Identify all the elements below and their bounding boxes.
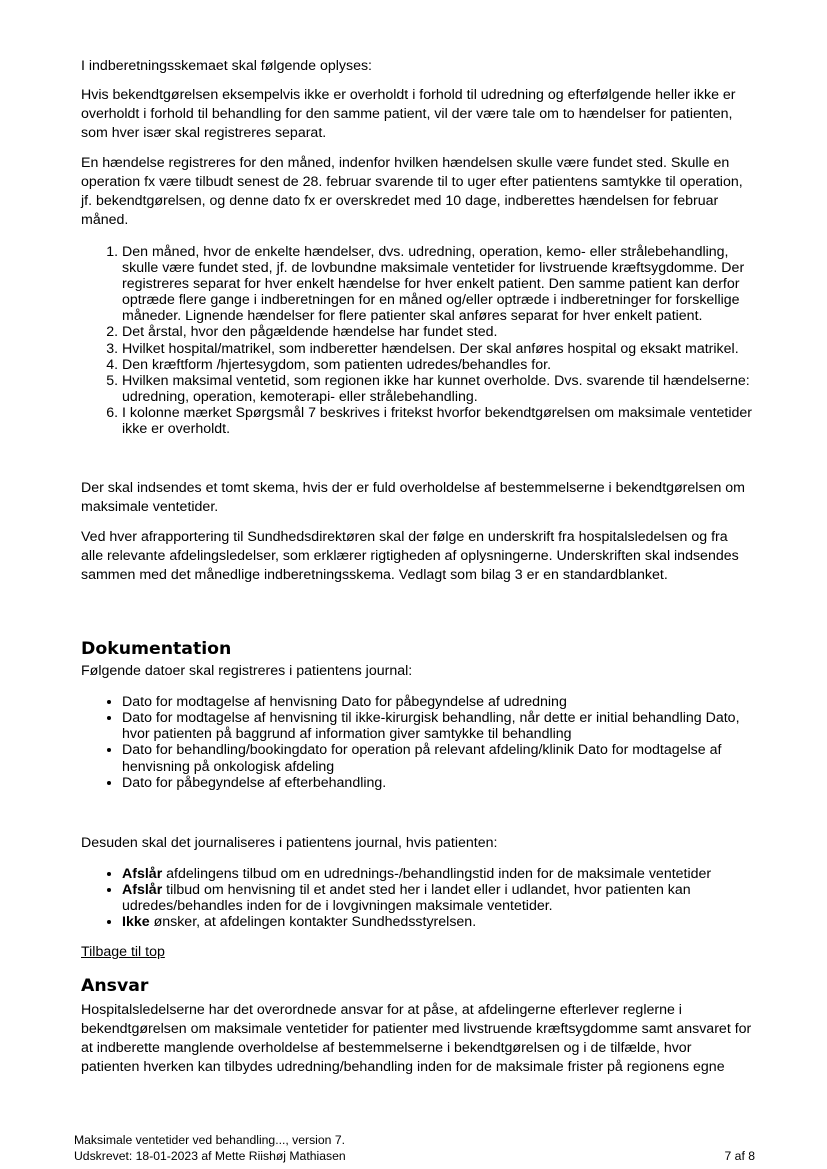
list-item: • Dato for modtagelse af henvisning til ikke-kirurgisk behandling, når dette er initial behandling Dato, hvor patienten på baggrund af information giver samtykke til behandling [122,710,753,742]
list-item [122,882,753,914]
list-item: • Dato for påbegyndelse af efterbehandling. [122,775,753,791]
list-item: 2. Det årstal, hvor den pågældende hændelse har fundet sted. [122,324,753,340]
list-item: • Dato for behandling/bookingdato for operation på relevant afdeling/klinik Dato for modtagelse af henvisning på onkologisk afdeling [122,742,753,774]
list-item [122,914,753,930]
emphasis: Ikke [122,913,150,930]
paragraph-signature: Ved hver afrapportering til Sundhedsdirektøren skal der følge en underskrift fra hospitalsledelsen og fra alle relevante afdelingsledelser, som erklærer rigtigheden af oplysningerne. Underskriften skal indsendes sammen med det månedlige indberetningsskema. Vedlagt som bilag 3 er en standardblanket. [81,529,739,584]
numbered-list [81,244,753,437]
date-list [81,694,753,791]
document-body [81,57,753,1088]
back-to-top-link[interactable]: Tilbage til top [81,944,165,961]
list-item: 6. I kolonne mærket Spørgsmål 7 beskrives i fritekst hvorfor bekendtgørelsen om maksimale ventetider ikke er overholdt. [122,405,753,437]
journal-intro: Desuden skal det journaliseres i patientens journal, hvis patienten: [81,834,498,851]
page-footer [74,1132,755,1164]
paragraph-month-registration: En hændelse registreres for den måned, indenfor hvilken hændelsen skulle være fundet sted. Skulle en operation fx være tilbudt senest de 28. februar svarende til to uger efter patientens samtykke til operation, jf. bekendtgørelsen, og denne dato fx er overskredet med 10 dage, indberettes hændelsen for februar måned. [81,155,743,228]
list-item: 3. Hvilket hospital/matrikel, som indberetter hændelsen. Der skal anføres hospital og eksakt matrikel. [122,341,753,357]
list-item-text: tilbud om henvisning til et andet sted her i landet eller i udlandet, hvor patienten kan udredes/behandles inden for de i lovgivningen maksimale ventetider. [122,881,691,914]
ansvar-text: Hospitalsledelserne har det overordnede ansvar for at påse, at afdelingerne efterlever reglerne i bekendtgørelsen om maksimale ventetider for patienter med livstruende kræftsygdomme samt ansvaret for at indberette manglende overholdelse af bestemmelserne i bekendtgørelsen og i de tilfælde, hvor patienten hverken kan tilbydes udredning/behandling inden for de maksimale frister på regionens egne [81,1002,752,1076]
list-item: 1. Den måned, hvor de enkelte hændelser, dvs. udredning, operation, kemo- eller strålebehandling, skulle være fundet sted, jf. de lovbundne maksimale ventetider for livstruende kræftsygdomme. Der registreres separat for hver enkelt hændelse for hver enkelt patient. Den samme patient kan derfor optræde flere gange i indberetningen for en måned og/eller optræde i indberetninger for forskellige måneder. Lignende hændelser for flere patienter skal anføres separat for hver enkelt patient. [122,244,753,324]
list-item-text: afdelingens tilbud om en udrednings-/behandlingstid inden for de maksimale ventetider [162,865,712,882]
emphasis: Afslår [122,865,163,882]
list-item: 5. Hvilken maksimal ventetid, som regionen ikke har kunnet overholde. Dvs. svarende til hændelserne: udredning, operation, kemoterapi- eller strålebehandling. [122,373,753,405]
list-item-text: ønsker, at afdelingen kontakter Sundhedsstyrelsen. [149,913,477,930]
list-item: • Dato for modtagelse af henvisning Dato for påbegyndelse af udredning [122,694,753,710]
list-item: 4. Den kræftform /hjertesygdom, som patienten udredes/behandles for. [122,357,753,373]
paragraph-empty-form: Der skal indsendes et tomt skema, hvis der er fuld overholdelse af bestemmelserne i bekendtgørelsen om maksimale ventetider. [81,480,745,516]
emphasis: Afslår [122,881,163,898]
page-number: 7 af 8 [724,1149,755,1163]
back-to-top-wrap [81,943,753,962]
footer-document-title: Maksimale ventetider ved behandling..., version 7. [74,1133,345,1147]
intro-line: I indberetningsskemaet skal følgende oplyses: [81,58,373,74]
footer-printed-info: Udskrevet: 18-01-2023 af Mette Riishøj Mathiasen [74,1149,346,1163]
paragraph-separate-events: Hvis bekendtgørelsen eksempelvis ikke er overholdt i forhold til udredning og efterfølgende heller ikke er overholdt i forhold til behandling for den samme patient, vil der være tale om to hændelser for patienten, som hver især skal registreres separat. [81,87,736,141]
dokumentation-intro: Følgende datoer skal registreres i patientens journal: [81,663,413,680]
journal-list [81,866,753,930]
heading-dokumentation: Dokumentation [81,639,232,660]
heading-ansvar: Ansvar [81,976,149,997]
list-item [122,866,753,882]
